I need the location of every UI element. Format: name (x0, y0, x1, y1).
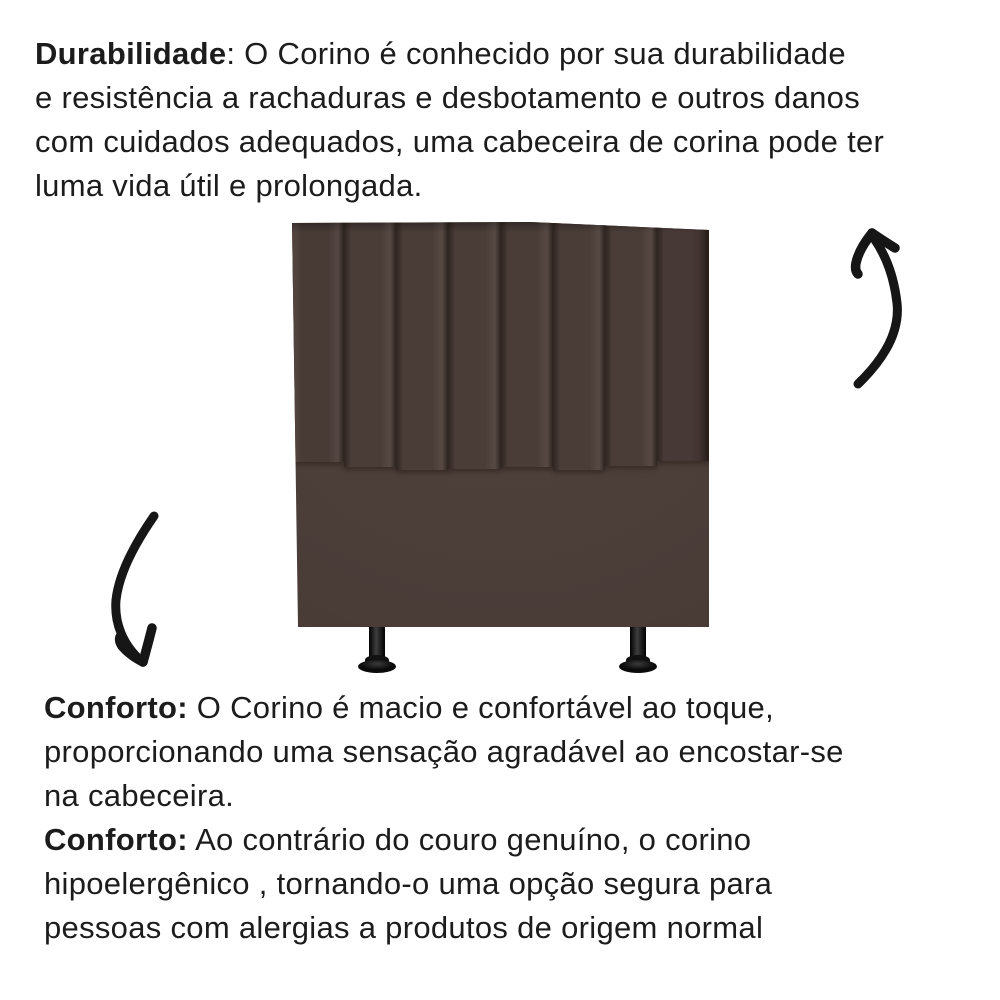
comfort-touch-line-3: na cabeceira. (44, 778, 235, 813)
comfort-hypo-label: Conforto: (44, 822, 188, 857)
comfort-hypo-line-1 (44, 818, 844, 862)
headboard-panel (448, 222, 500, 469)
headboard-panel (657, 222, 709, 461)
durability-line-1 (35, 32, 884, 76)
durability-label: Durabilidade (35, 36, 227, 71)
durability-line-2: e resistência a rachaduras e desbotamento e outros danos (35, 80, 861, 115)
headboard-leg-right (619, 627, 657, 673)
headboard-leg-left (358, 627, 396, 673)
leg-foot (619, 660, 657, 673)
headboard-fabric (292, 222, 709, 627)
comfort-hypo-line-3: pessoas com alergias a produtos de origem normal (44, 910, 764, 945)
headboard-panel (396, 222, 448, 470)
durability-line-4: luma vida útil e prolongada. (35, 168, 423, 203)
comfort-touch-line-2: proporcionando uma sensação agradável ao encostar-se (44, 734, 844, 769)
headboard-panel (553, 222, 605, 470)
comfort-touch-line-1 (44, 686, 844, 730)
comfort-touch-line-1-rest: O Corino é macio e confortável ao toque, (187, 690, 774, 725)
leg-foot (358, 660, 396, 673)
comfort-hypo-line-1-rest: Ao contrário do couro genuíno, o corino (187, 822, 752, 857)
headboard-channel-panels (292, 222, 709, 472)
durability-paragraph (35, 32, 884, 208)
headboard-photo (292, 222, 709, 627)
durability-line-1-rest: : O Corino é conhecido por sua durabilidade (226, 36, 846, 71)
headboard-panel (501, 222, 553, 467)
comfort-touch-label: Conforto: (44, 690, 188, 725)
curved-arrow-down-icon (116, 516, 154, 662)
headboard-panel (605, 222, 657, 466)
curved-arrow-up-icon (856, 233, 898, 384)
comfort-hypo-line-2: hipoelergênico , tornando-o uma opção segura para (44, 866, 773, 901)
headboard-panel (292, 222, 344, 462)
durability-line-3: com cuidados adequados, uma cabeceira de corina pode ter (35, 124, 885, 159)
comfort-paragraphs (44, 686, 844, 950)
headboard-panel (344, 222, 396, 467)
